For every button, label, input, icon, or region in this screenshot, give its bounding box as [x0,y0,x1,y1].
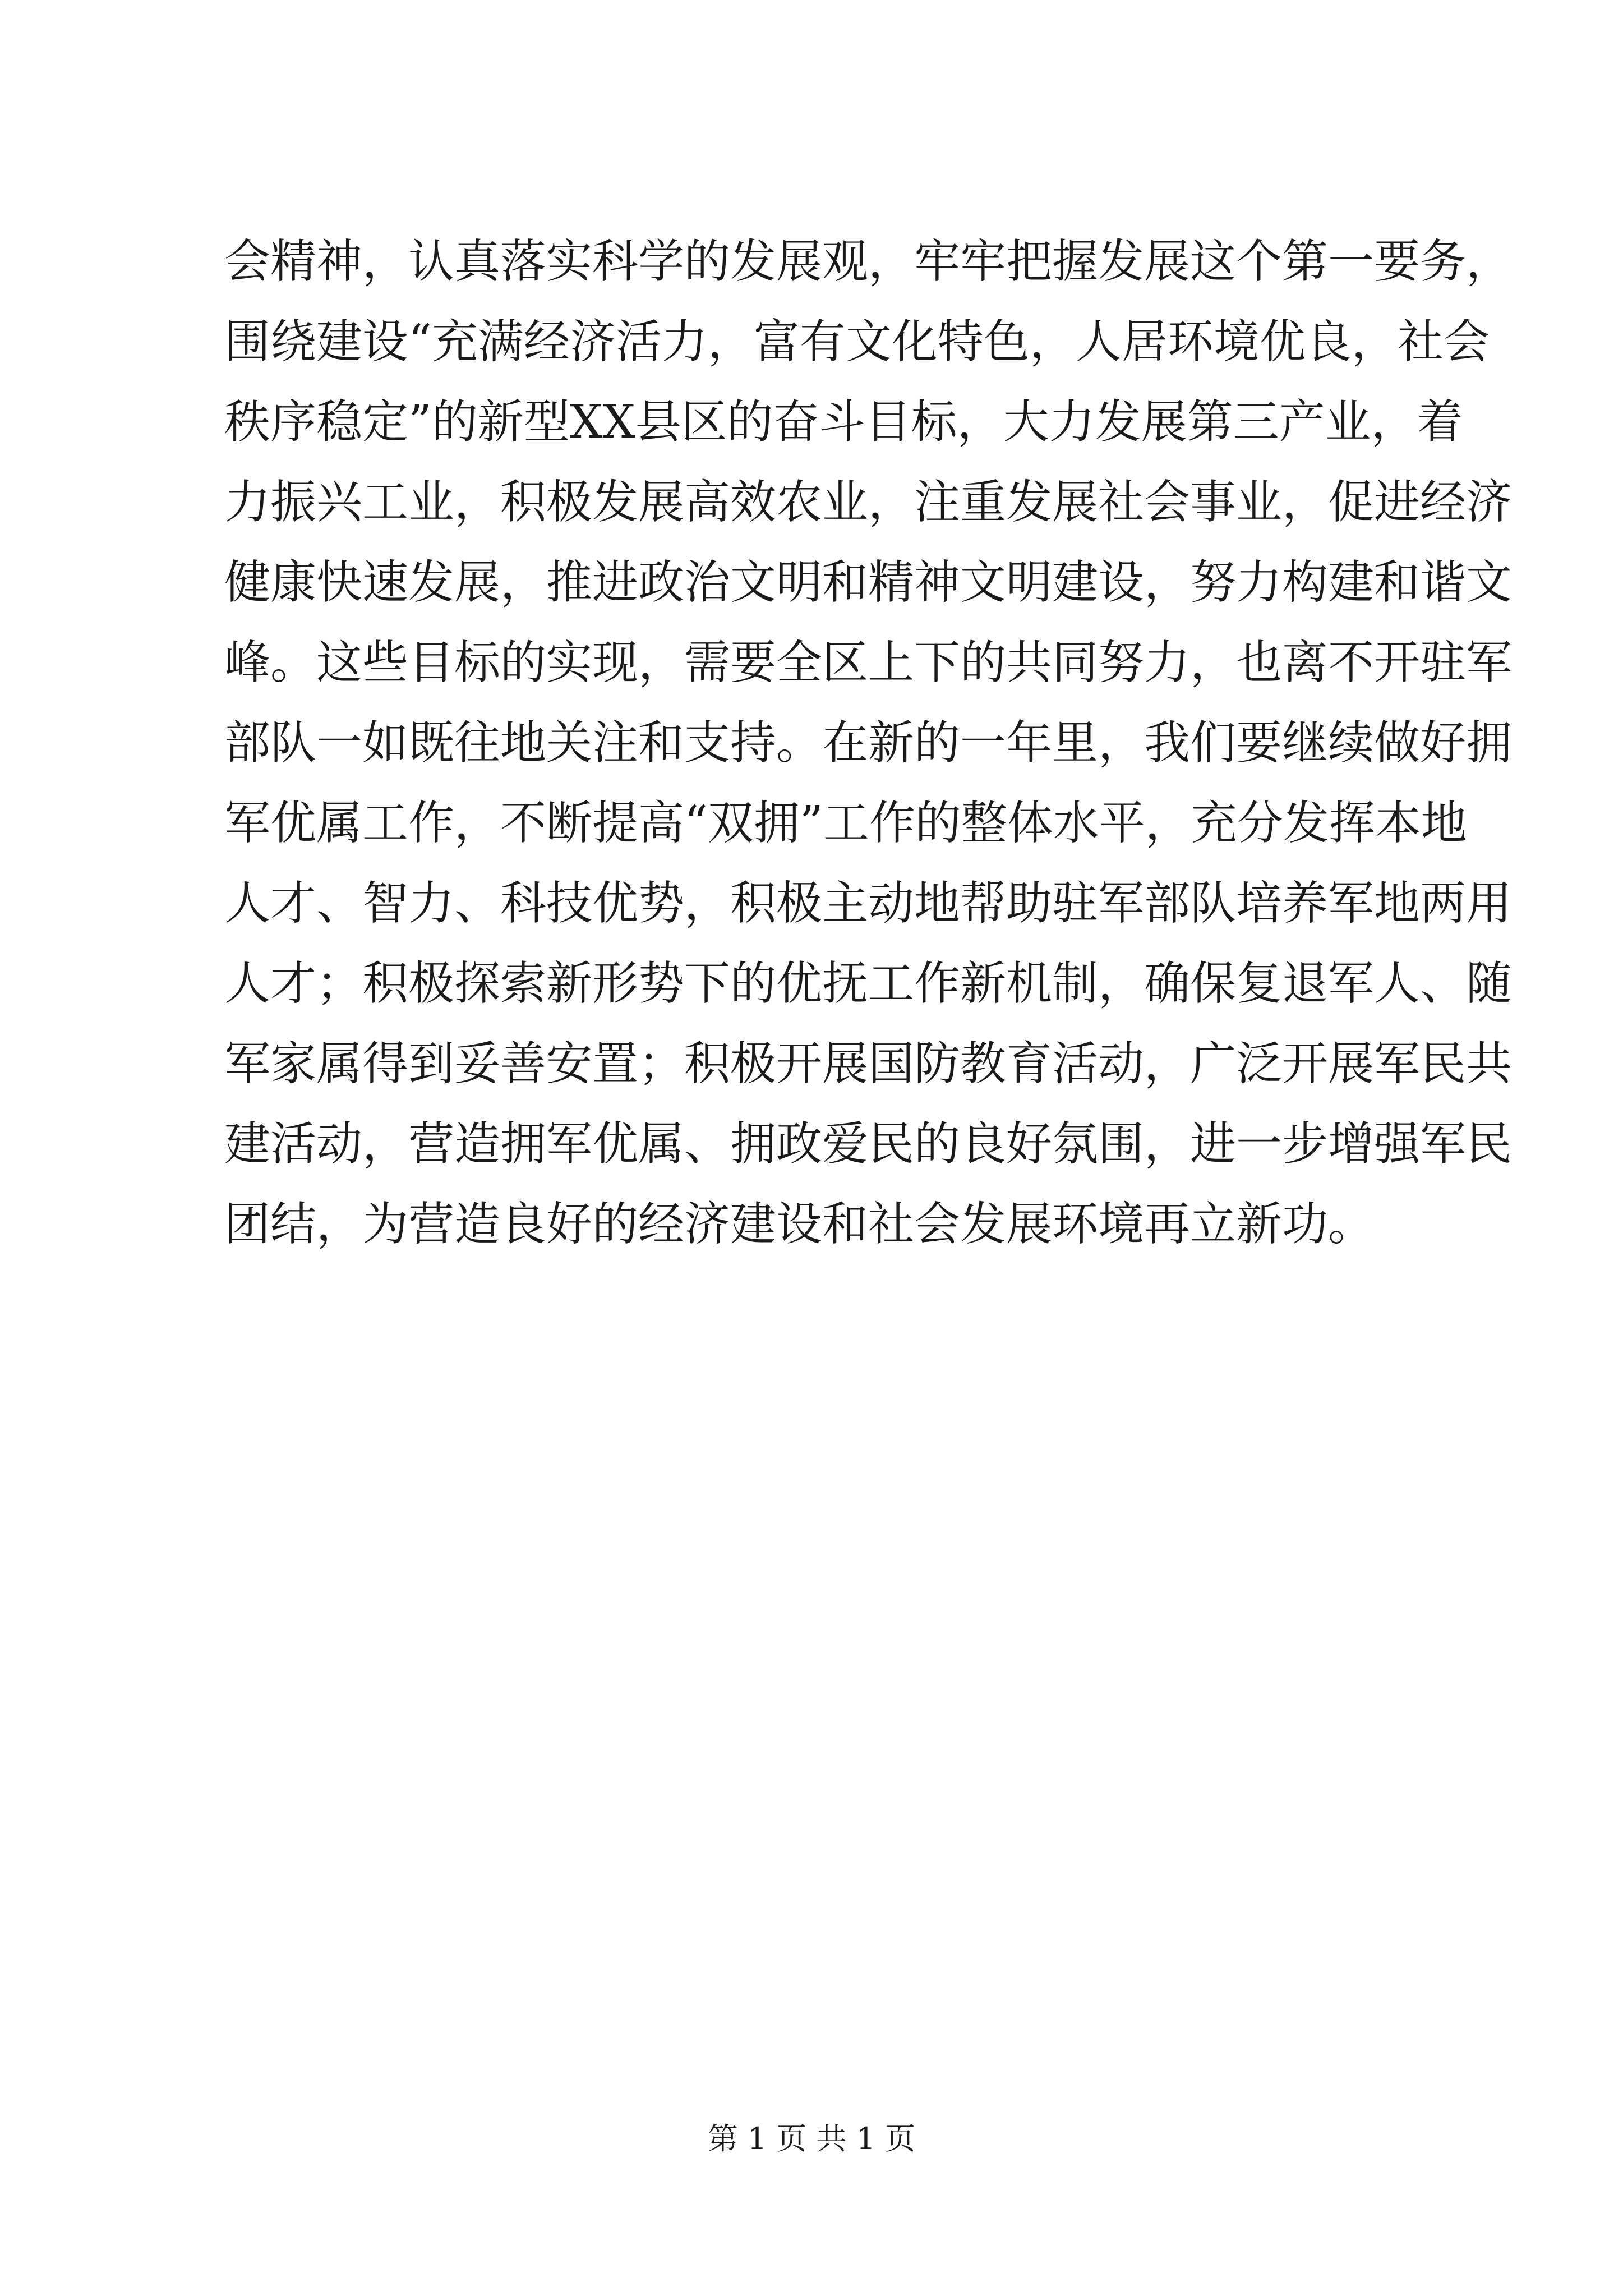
text-line: 会精神，认真落实科学的发展观，牢牢把握发展这个第一要务， [224,235,1513,288]
page-number-footer: 第 1 页 共 1 页 [707,2121,916,2156]
text-line: 部队一如既往地关注和支持。在新的一年里，我们要继续做好拥 [224,716,1513,770]
text-line: 峰。这些目标的实现，需要全区上下的共同努力，也离不开驻军 [224,636,1513,689]
text-line: 力振兴工业，积极发展高效农业，注重发展社会事业，促进经济 [224,476,1513,529]
text-line: 人才、智力、科技优势，积极主动地帮助驻军部队培养军地两用 [224,877,1513,930]
text-line: 团结，为营造良好的经济建设和社会发展环境再立新功。 [224,1198,1375,1251]
text-line: 军家属得到妥善安置；积极开展国防教育活动，广泛开展军民共 [224,1037,1513,1091]
text-line: 建活动，营造拥军优属、拥政爱民的良好氛围，进一步增强军民 [224,1117,1513,1171]
text-line: 人才；积极探索新形势下的优抚工作新机制，确保复退军人、随 [224,957,1513,1010]
body-paragraph [224,222,1513,1264]
text-line: 军优属工作，不断提高“双拥”工作的整体水平，充分发挥本地 [224,797,1467,850]
text-line: 秩序稳定”的新型XX县区的奋斗目标，大力发展第三产业，着 [224,395,1463,449]
text-line: 围绕建设“充满经济活力，富有文化特色，人居环境优良，社会 [224,315,1490,369]
text-line: 健康快速发展，推进政治文明和精神文明建设，努力构建和谐文 [224,556,1513,609]
